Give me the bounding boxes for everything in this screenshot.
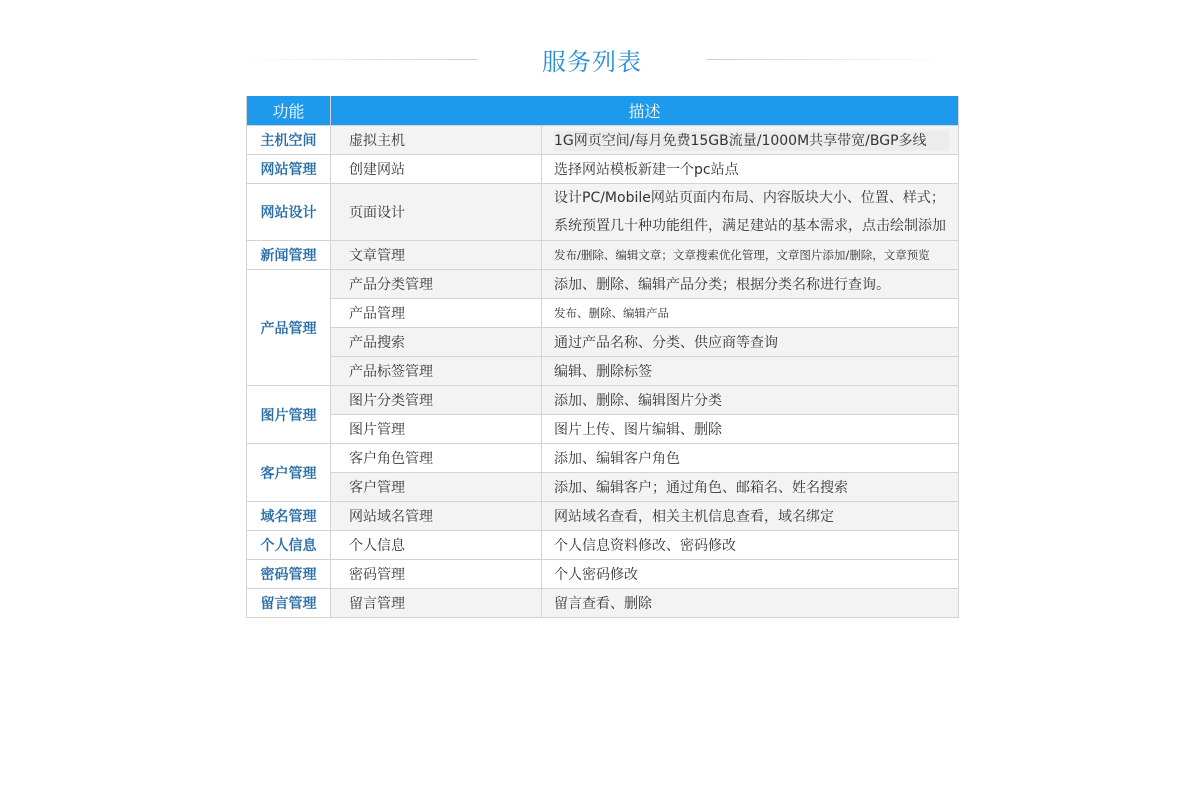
title-divider-right xyxy=(706,59,950,60)
feature-name: 图片管理 xyxy=(331,415,542,444)
table-row xyxy=(247,386,959,415)
header-function: 功能 xyxy=(247,96,331,126)
feature-name: 客户角色管理 xyxy=(331,444,542,473)
category-domains: 域名管理 xyxy=(247,502,331,531)
table-row xyxy=(247,126,959,155)
table-row xyxy=(247,184,959,241)
category-news: 新闻管理 xyxy=(247,241,331,270)
feature-name: 虚拟主机 xyxy=(331,126,542,155)
feature-description-text: 1G网页空间/每月免费15GB流量/1000M共享带宽/BGP多线 xyxy=(554,131,949,151)
feature-description: 添加、编辑客户；通过角色、邮箱名、姓名搜索 xyxy=(542,473,959,502)
header-description: 描述 xyxy=(331,96,959,126)
feature-description: 编辑、删除标签 xyxy=(542,357,959,386)
page-title: 服务列表 xyxy=(542,48,642,76)
table-row xyxy=(247,415,959,444)
feature-description: 个人密码修改 xyxy=(542,560,959,589)
table-row xyxy=(247,328,959,357)
feature-description: 发布/删除、编辑文章；文章搜索优化管理，文章图片添加/删除，文章预览 xyxy=(542,241,959,270)
table-row xyxy=(247,270,959,299)
table-row xyxy=(247,299,959,328)
feature-description xyxy=(542,184,959,241)
feature-name: 个人信息 xyxy=(331,531,542,560)
feature-name: 密码管理 xyxy=(331,560,542,589)
feature-description xyxy=(542,126,959,155)
feature-description: 发布、删除、编辑产品 xyxy=(542,299,959,328)
table-row xyxy=(247,531,959,560)
feature-name: 页面设计 xyxy=(331,184,542,241)
category-site-management: 网站管理 xyxy=(247,155,331,184)
feature-name: 留言管理 xyxy=(331,589,542,618)
category-password: 密码管理 xyxy=(247,560,331,589)
feature-name: 产品搜索 xyxy=(331,328,542,357)
feature-name: 网站域名管理 xyxy=(331,502,542,531)
service-table xyxy=(246,96,959,618)
category-messages: 留言管理 xyxy=(247,589,331,618)
table-row xyxy=(247,502,959,531)
feature-description: 网站域名查看，相关主机信息查看，域名绑定 xyxy=(542,502,959,531)
title-divider-left xyxy=(240,59,478,60)
feature-description: 通过产品名称、分类、供应商等查询 xyxy=(542,328,959,357)
feature-description: 添加、删除、编辑产品分类；根据分类名称进行查询。 xyxy=(542,270,959,299)
feature-description: 选择网站模板新建一个pc站点 xyxy=(542,155,959,184)
table-row xyxy=(247,241,959,270)
feature-name: 创建网站 xyxy=(331,155,542,184)
category-site-design: 网站设计 xyxy=(247,184,331,241)
section-title-bar xyxy=(240,40,950,80)
feature-name: 图片分类管理 xyxy=(331,386,542,415)
feature-description: 个人信息资料修改、密码修改 xyxy=(542,531,959,560)
feature-description: 图片上传、图片编辑、删除 xyxy=(542,415,959,444)
feature-description: 添加、编辑客户角色 xyxy=(542,444,959,473)
feature-name: 客户管理 xyxy=(331,473,542,502)
feature-description-line: 系统预置几十种功能组件，满足建站的基本需求，点击绘制添加 xyxy=(554,218,946,234)
feature-name: 产品管理 xyxy=(331,299,542,328)
category-profile: 个人信息 xyxy=(247,531,331,560)
table-row xyxy=(247,473,959,502)
category-images: 图片管理 xyxy=(247,386,331,444)
feature-description: 留言查看、删除 xyxy=(542,589,959,618)
category-customers: 客户管理 xyxy=(247,444,331,502)
table-row xyxy=(247,560,959,589)
feature-description: 添加、删除、编辑图片分类 xyxy=(542,386,959,415)
category-hosting: 主机空间 xyxy=(247,126,331,155)
table-row xyxy=(247,444,959,473)
feature-name: 产品标签管理 xyxy=(331,357,542,386)
table-row xyxy=(247,589,959,618)
feature-description-line: 设计PC/Mobile网站页面内布局、内容版块大小、位置、样式； xyxy=(554,190,945,206)
table-row xyxy=(247,357,959,386)
feature-name: 文章管理 xyxy=(331,241,542,270)
table-header-row xyxy=(247,96,959,126)
feature-name: 产品分类管理 xyxy=(331,270,542,299)
category-products: 产品管理 xyxy=(247,270,331,386)
table-row xyxy=(247,155,959,184)
